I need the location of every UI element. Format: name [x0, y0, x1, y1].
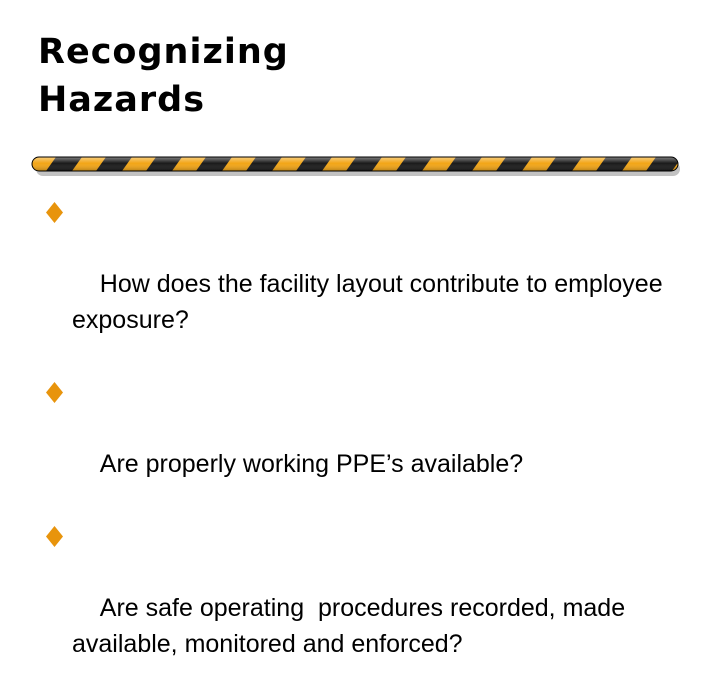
hazard-stripe-divider	[30, 155, 680, 177]
title-line-2: Hazards	[38, 80, 206, 120]
bullet-text-2: Are properly working PPE’s available?	[99, 450, 524, 478]
bullet-list	[44, 194, 694, 698]
slide-title	[38, 28, 638, 124]
bullet-text-3: Are safe operating procedures recorded, made available, monitored and enforced?	[72, 594, 633, 658]
diamond-bullet-icon	[46, 526, 63, 547]
bullet-item-1	[44, 194, 694, 374]
bullet-text-1: How does the facility layout contribute to employee exposure?	[72, 270, 670, 334]
bullet-item-2	[44, 374, 694, 518]
diamond-bullet-icon	[46, 382, 63, 403]
diamond-bullet-icon	[46, 202, 63, 223]
bullet-item-3	[44, 518, 694, 698]
title-line-1: Recognizing	[38, 32, 289, 72]
